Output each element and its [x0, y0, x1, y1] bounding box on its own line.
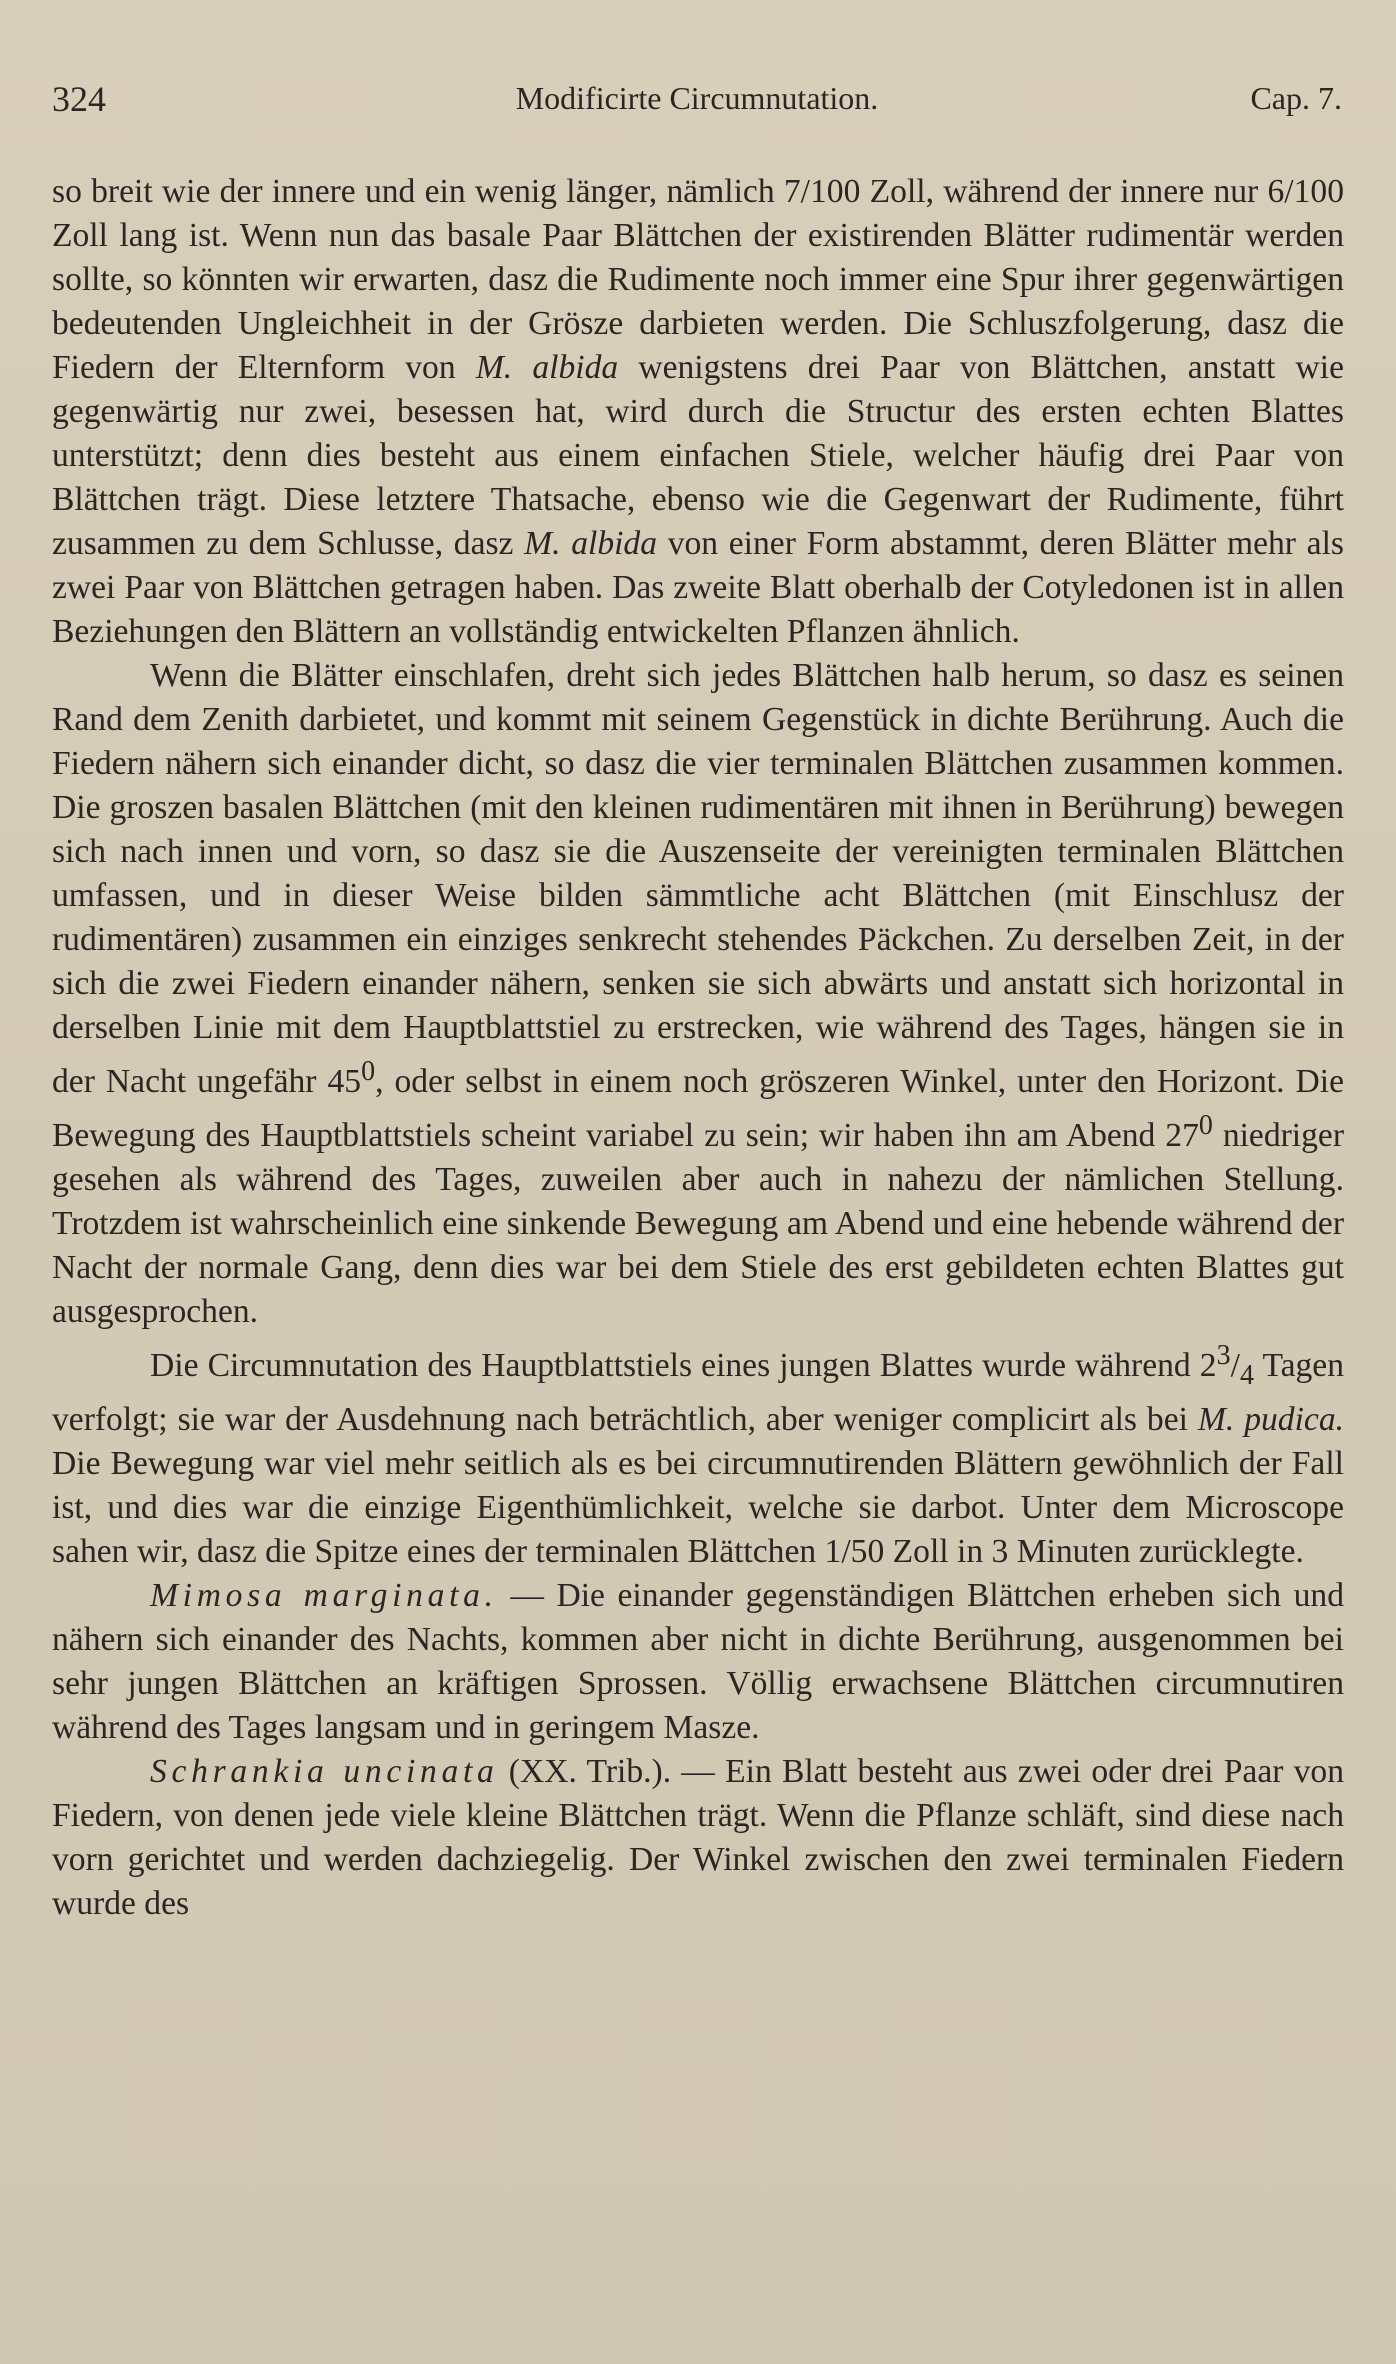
text-run: Zoll lang ist. Wenn nun das basale Paar Blättchen der existirenden Blätter rudimentär werden sollte, so könnten wir erwarten, dasz die Rudimente noch immer eine Spur ihrer gegenwärtigen bedeutenden Ungleichheit in der Grösze darbieten werden. Die Schluszfolgerung, dasz die Fiedern der Elternform von: [52, 217, 1344, 386]
paragraph: [52, 1334, 1344, 1574]
text-run: , oder selbst in einem noch gröszeren Winkel, unter den Horizont. Die Bewegung des Hauptblattstiels scheint variabel zu sein; wir haben ihn am Abend 27: [52, 1063, 1344, 1155]
text-run: wenigstens drei Paar von Blättchen, anstatt wie gegenwärtig nur zwei, besessen hat, wird durch die Structur des ersten echten Blattes unterstützt; denn dies besteht aus einem einfachen Stiele, welcher häufig drei Paar von Blättchen trägt. Diese letztere Thatsache, ebenso wie die Gegenwart der Rudimente, führt zusammen zu dem Schlusse, dasz: [52, 349, 1344, 562]
text-run: Wenn die Blätter einschlafen, dreht sich jedes Blättchen halb herum, so dasz es seinen Rand dem Zenith darbietet, und kommt mit seinem Gegenstück in dichte Berührung. Auch die Fiedern nähern sich einander dicht, so dasz die vier terminalen Blättchen zusammen kommen. Die groszen basalen Blättchen (mit den kleinen rudimentären mit ihnen in Berührung) bewegen sich nach innen und vorn, so dasz sie die Auszenseite der vereinigten terminalen Blättchen umfassen, und in dieser Weise bilden sämmtliche acht Blättchen (mit Einschlusz der rudimentären) zusammen ein einziges senkrecht stehendes Päckchen. Zu derselben Zeit, in der sich die zwei Fiedern einander nähern, senken sie sich abwärts und anstatt sich horizontal in derselben Linie mit dem Hauptblattstiel zu erstrecken, wie während des Tages, hängen sie in der Nacht ungefähr 45: [52, 657, 1344, 1101]
text-run: — Die einander gegenständigen Blättchen erheben sich und nähern sich einander des Nachts, kommen aber nicht in dichte Berührung, ausgenommen bei sehr jungen Blättchen an kräftigen Sprossen. Völlig erwachsene Blättchen circumnutiren während des Tages langsam und in geringem Masze.: [52, 1577, 1345, 1747]
fraction: 7/100: [783, 173, 861, 210]
fraction: 6/100: [1267, 173, 1344, 210]
fraction-numerator: 3: [1216, 1340, 1231, 1372]
text-run: von einer Form abstammt, deren Blätter mehr als zwei Paar von Blättchen getragen haben. Das zweite Blatt oberhalb der Cotyledonen ist in allen Beziehungen den Blättern an vollständig entwickelten Pflanzen ähnlich.: [52, 525, 1344, 650]
text-run: Tagen verfolgt; sie war der Ausdehnung nach beträchtlich, aber weniger complicirt als bei: [52, 1347, 1344, 1439]
degree-mark: 0: [361, 1056, 376, 1087]
species-name: M. pudica.: [1197, 1401, 1345, 1439]
text-run: Zoll, während der innere nur: [860, 173, 1268, 210]
paragraph: [52, 654, 1344, 1334]
body-text: [52, 170, 1344, 1926]
running-header: [52, 78, 1342, 128]
page-number: 324: [52, 79, 106, 119]
text-run: Die Circumnutation des Hauptblattstiels eines jungen Blattes wurde während 2: [150, 1347, 1217, 1385]
fraction-denominator: 4: [1239, 1360, 1254, 1392]
chapter-label: Cap. 7.: [1250, 80, 1342, 116]
degree-mark: 0: [1198, 1110, 1213, 1142]
fraction: 1/50: [824, 1533, 885, 1571]
species-name: M. albida: [524, 525, 658, 562]
text-run: Zoll in 3 Minuten zurücklegte.: [884, 1533, 1304, 1571]
paragraph: [52, 170, 1344, 654]
paragraph: [52, 1574, 1344, 1750]
species-name: M. albida: [475, 349, 619, 386]
text-run: (XX. Trib.). — Ein Blatt besteht aus zwei oder drei Paar von Fiedern, von denen jede viele kleine Blättchen trägt. Wenn die Pflanze schläft, sind diese nach vorn gerichtet und werden dachziegelig. Der Winkel zwischen den zwei terminalen Fiedern wurde des: [52, 1753, 1344, 1923]
species-heading: Mimosa marginata.: [150, 1577, 498, 1615]
species-heading: Schrankia uncinata: [150, 1753, 499, 1791]
running-title: Modificirte Circumnutation.: [515, 80, 879, 116]
text-run: niedriger gesehen als während des Tages, zuweilen aber auch in nahezu der nämlichen Stellung. Trotzdem ist wahrscheinlich eine sinkende Bewegung am Abend und eine hebende während der Nacht der normale Gang, denn dies war bei dem Stiele des erst gebildeten echten Blattes gut ausgesprochen.: [52, 1117, 1345, 1331]
text-run: Die Bewegung war viel mehr seitlich als es bei circumnutirenden Blättern gewöhnlich der Fall ist, und dies war die einzige Eigenthümlichkeit, welche sie darbot. Unter dem Microscope sahen wir, dasz die Spitze eines der terminalen Blättchen: [52, 1445, 1344, 1571]
paragraph: [52, 1750, 1344, 1926]
fraction-slash: /: [1230, 1347, 1240, 1385]
text-run: so breit wie der innere und ein wenig länger, nämlich: [52, 173, 784, 210]
